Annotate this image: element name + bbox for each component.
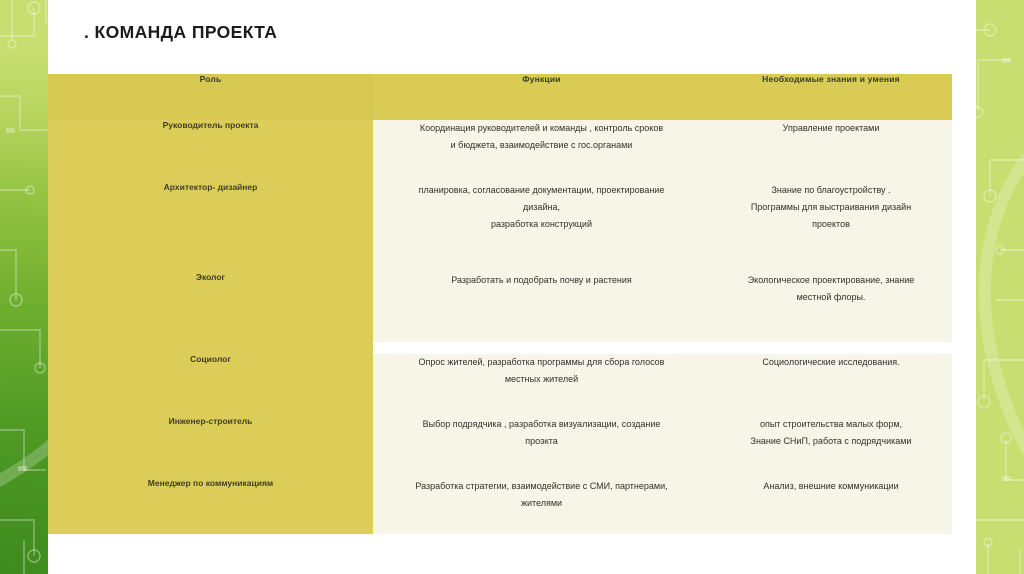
cell-spacer-role — [48, 342, 373, 354]
cell-functions — [373, 272, 710, 342]
project-team-table — [48, 74, 952, 534]
text-line: Выбор подрядчика , разработка визуализации, создание — [422, 419, 661, 429]
cell-functions — [373, 478, 710, 534]
column-header-functions: Функции — [373, 74, 710, 120]
text-line: Экологическое проектирование, знание — [747, 275, 915, 285]
table-row — [48, 272, 952, 342]
text-line: проектов — [812, 219, 850, 230]
text-line: Опрос жителей, разработка программы для сбора голосов — [418, 357, 665, 367]
cell-functions — [373, 182, 710, 272]
text-line: Знание по благоустройству . — [771, 185, 891, 195]
cell-skills — [710, 416, 952, 478]
text-line: Разработка стратегии, взаимодействие с СМИ, партнерами, — [415, 481, 668, 491]
text-line: Социологические исследования. — [762, 357, 900, 367]
cell-role: Эколог — [48, 272, 373, 342]
text-line: и бюджета, взаимодействие с гос.органами — [450, 140, 633, 151]
text-line: разработка конструкций — [491, 219, 592, 230]
text-line: дизайна, — [523, 202, 560, 213]
cell-role: Руководитель проекта — [48, 120, 373, 182]
table-row — [48, 354, 952, 416]
cell-skills — [710, 272, 952, 342]
text-line: Координация руководителей и команды , контроль сроков — [419, 123, 664, 133]
cell-role: Менеджер по коммуникациям — [48, 478, 373, 534]
table-spacer-row — [48, 342, 952, 354]
text-line: проэкта — [525, 436, 558, 447]
cell-functions — [373, 120, 710, 182]
page-title: . КОМАНДА ПРОЕКТА — [84, 22, 278, 42]
column-header-role: Роль — [48, 74, 373, 120]
table-row — [48, 478, 952, 534]
cell-role: Инженер-строитель — [48, 416, 373, 478]
cell-skills — [710, 478, 952, 534]
cell-skills — [710, 354, 952, 416]
column-header-skills: Необходимые знания и умения — [710, 74, 952, 120]
text-line: жителями — [520, 498, 563, 509]
cell-skills — [710, 120, 952, 182]
cell-spacer-functions — [373, 342, 710, 354]
text-line: опыт строительства малых форм, — [759, 419, 903, 429]
table-header-row — [48, 74, 952, 120]
text-line: планировка, согласование документации, проектирование — [418, 185, 665, 195]
cell-role: Социолог — [48, 354, 373, 416]
cell-role: Архитектор- дизайнер — [48, 182, 373, 272]
text-line: Знание СНиП, работа с подрядчиками — [750, 436, 912, 447]
cell-skills — [710, 182, 952, 272]
text-line: Управление проектами — [782, 123, 880, 133]
table-row — [48, 416, 952, 478]
text-line: Разработать и подобрать почву и растения — [451, 275, 632, 285]
cell-functions — [373, 416, 710, 478]
text-line: Анализ, внешние коммуникации — [763, 481, 899, 491]
table-row — [48, 182, 952, 272]
text-line: Программы для выстраивания дизайн — [750, 202, 912, 213]
text-line: местных жителей — [504, 374, 579, 385]
cell-spacer-skills — [710, 342, 952, 354]
cell-functions — [373, 354, 710, 416]
table-row — [48, 120, 952, 182]
text-line: местной флоры. — [796, 292, 866, 303]
